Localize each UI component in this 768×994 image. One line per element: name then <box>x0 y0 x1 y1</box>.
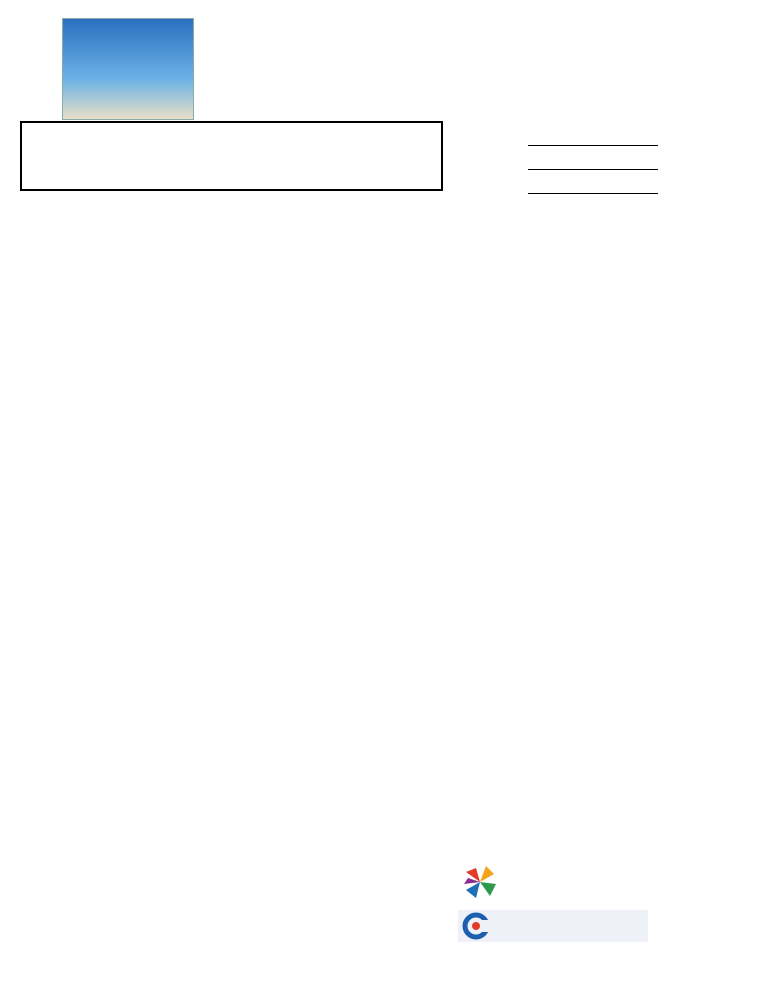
nom-field[interactable] <box>528 179 658 194</box>
cci-logo <box>458 910 648 942</box>
date-field[interactable] <box>528 131 658 146</box>
utec-logo <box>458 858 648 904</box>
appellation-box[interactable] <box>20 121 443 191</box>
foire-logo <box>62 18 194 120</box>
num-field[interactable] <box>528 155 658 170</box>
